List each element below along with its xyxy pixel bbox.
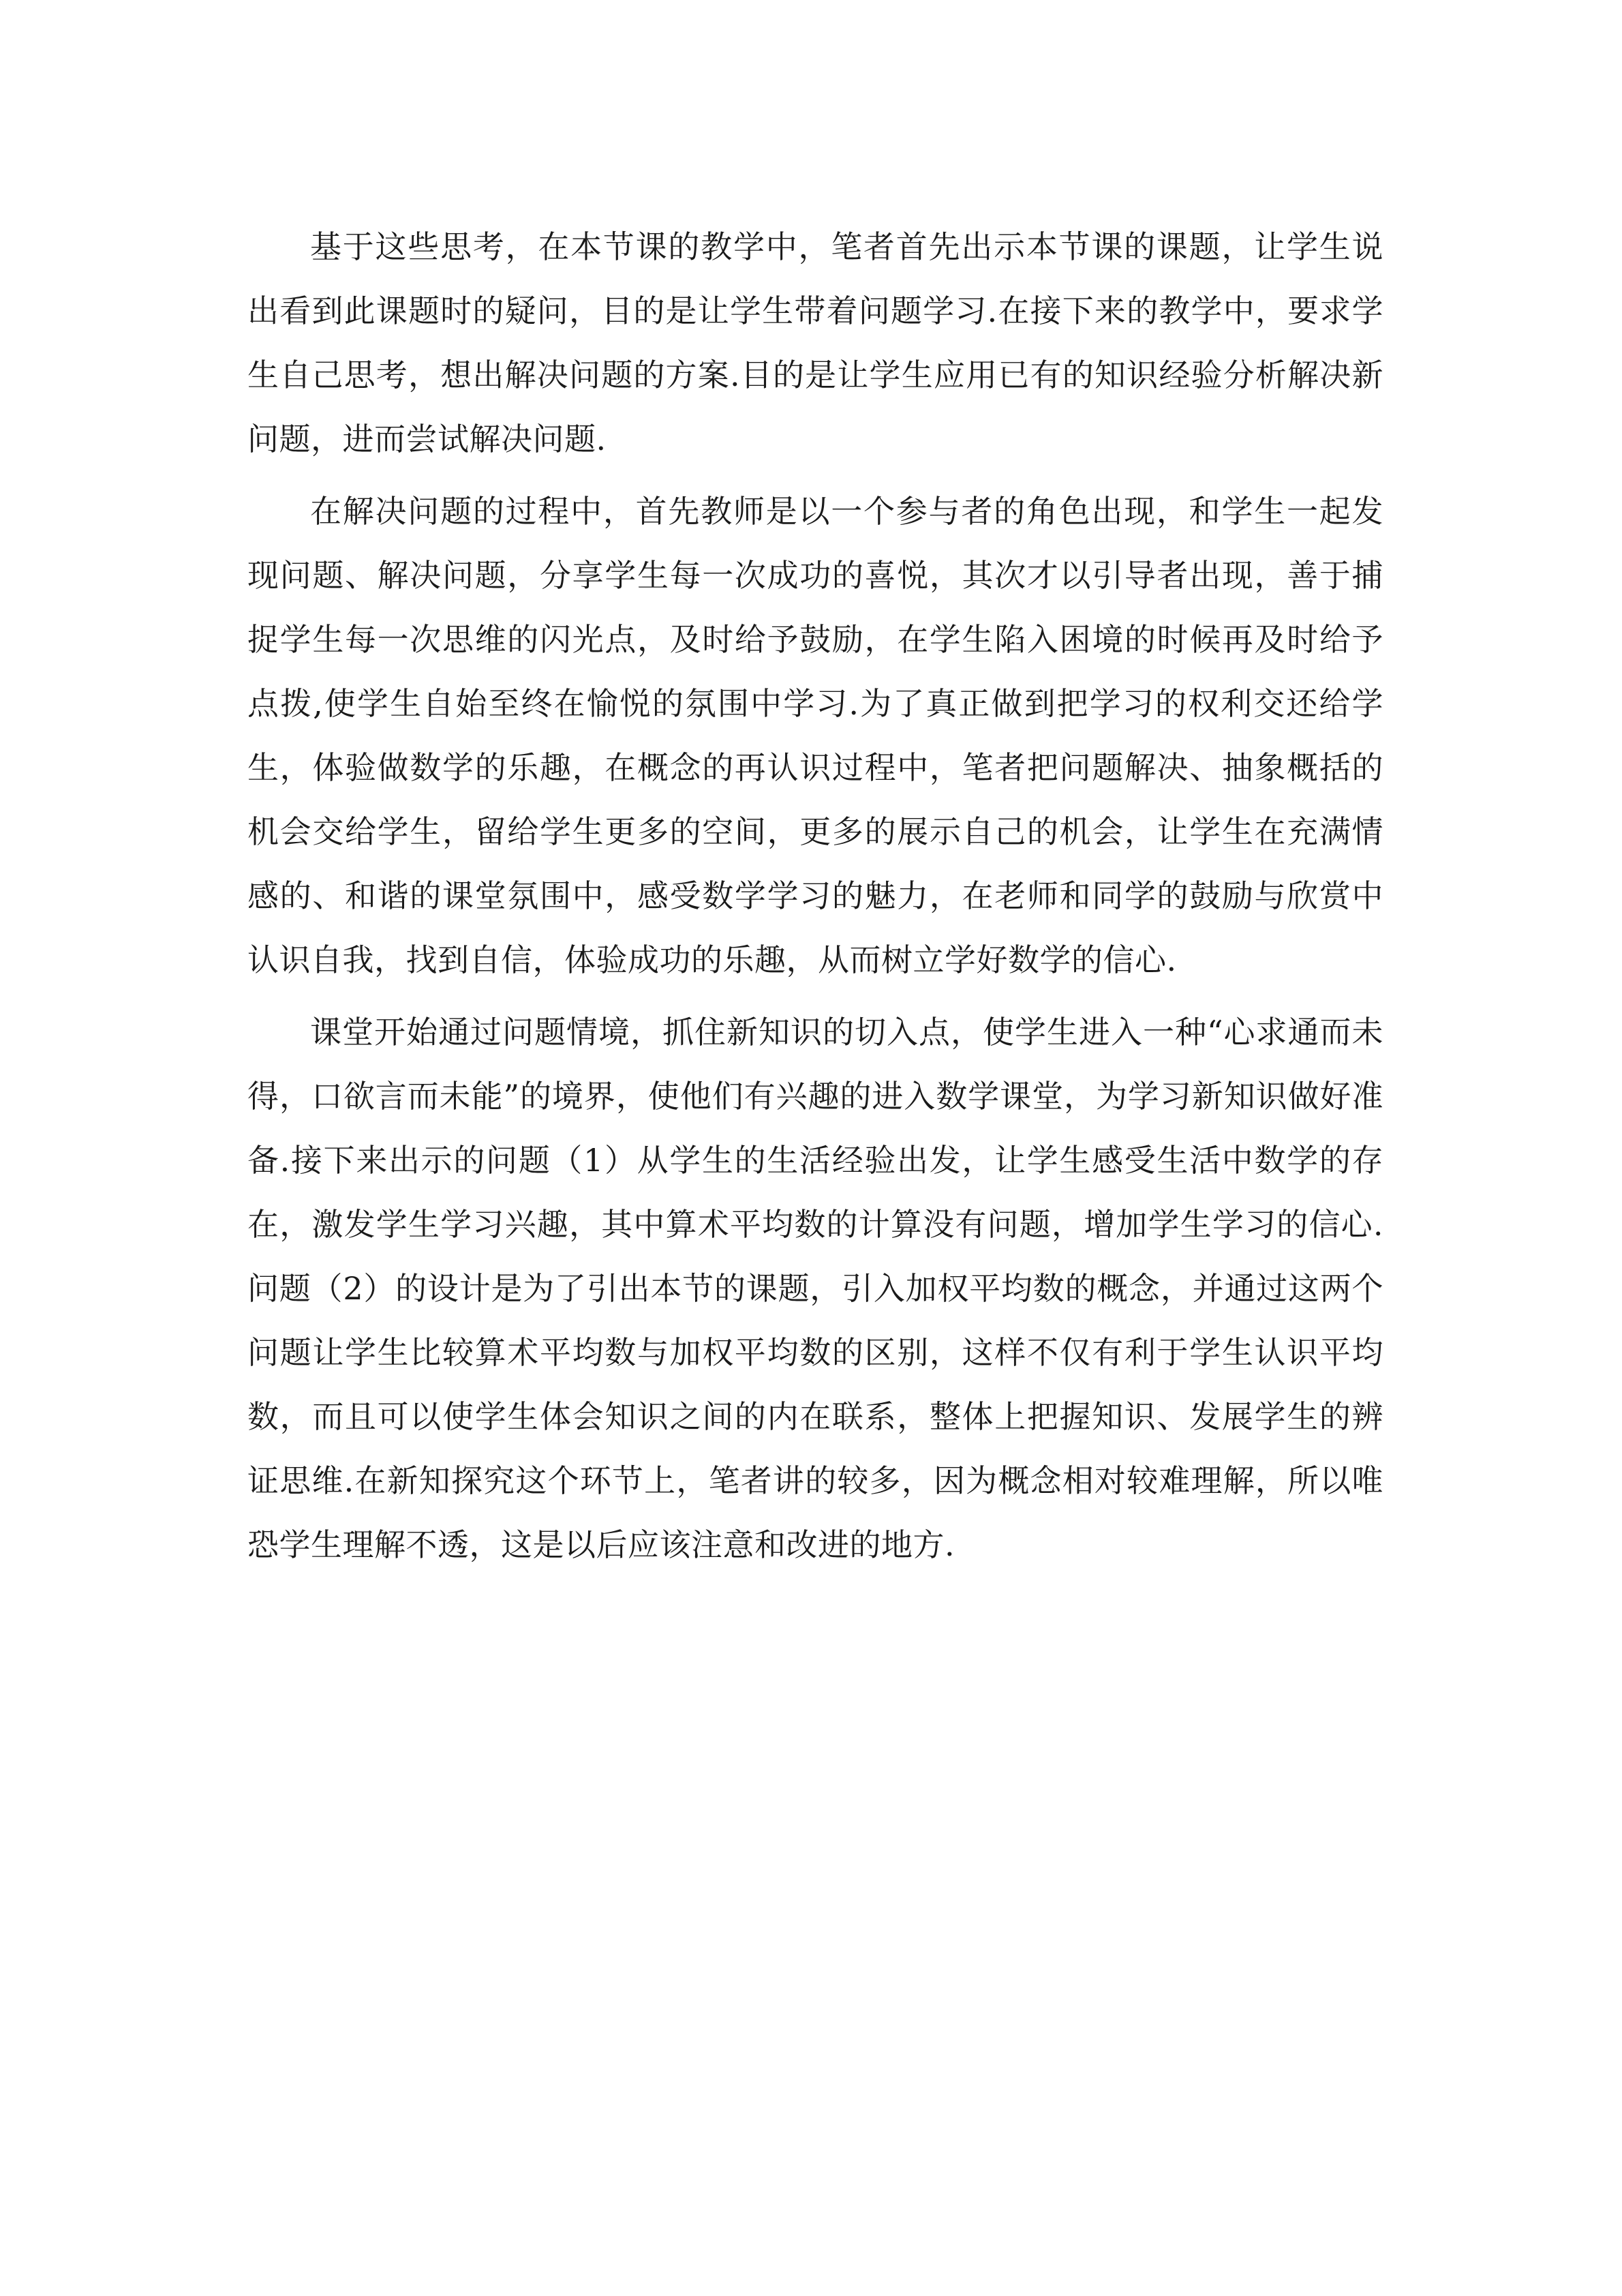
paragraph-2: 在解决问题的过程中，首先教师是以一个参与者的角色出现，和学生一起发现问题、解决问题，分享学生每一次成功的喜悦，其次才以引导者出现，善于捕捉学生每一次思维的闪光点，及时给予鼓励，在学生陷入困境的时候再及时给予点拨,使学生自始至终在愉悦的氛围中学习.为了真正做到把学习的权利交还给学生，体验做数学的乐趣，在概念的再认识过程中，笔者把问题解决、抽象概括的机会交给学生，留给学生更多的空间，更多的展示自己的机会，让学生在充满情感的、和谐的课堂氛围中，感受数学学习的魅力，在老师和同学的鼓励与欣赏中认识自我，找到自信，体验成功的乐趣，从而树立学好数学的信心. (247, 493, 1383, 978)
paragraph-3: 课堂开始通过问题情境，抓住新知识的切入点，使学生进入一种“心求通而未得，口欲言而未能”的境界，使他们有兴趣的进入数学课堂，为学习新知识做好准备.接下来出示的问题（1）从学生的生活经验出发，让学生感受生活中数学的存在，激发学生学习兴趣，其中算术平均数的计算没有问题，增加学生学习的信心.问题（2）的设计是为了引出本节的课题，引入加权平均数的概念，并通过这两个问题让学生比较算术平均数与加权平均数的区别，这样不仅有利于学生认识平均数，而且可以使学生体会知识之间的内在联系，整体上把握知识、发展学生的辨证思维.在新知探究这个环节上，笔者讲的较多，因为概念相对较难理解，所以唯恐学生理解不透，这是以后应该注意和改进的地方. (247, 1014, 1383, 1563)
document-body (247, 215, 1383, 1585)
paragraph-1: 基于这些思考，在本节课的教学中，笔者首先出示本节课的课题，让学生说出看到此课题时的疑问，目的是让学生带着问题学习.在接下来的教学中，要求学生自己思考，想出解决问题的方案.目的是让学生应用已有的知识经验分析解决新问题，进而尝试解决问题. (247, 228, 1383, 457)
